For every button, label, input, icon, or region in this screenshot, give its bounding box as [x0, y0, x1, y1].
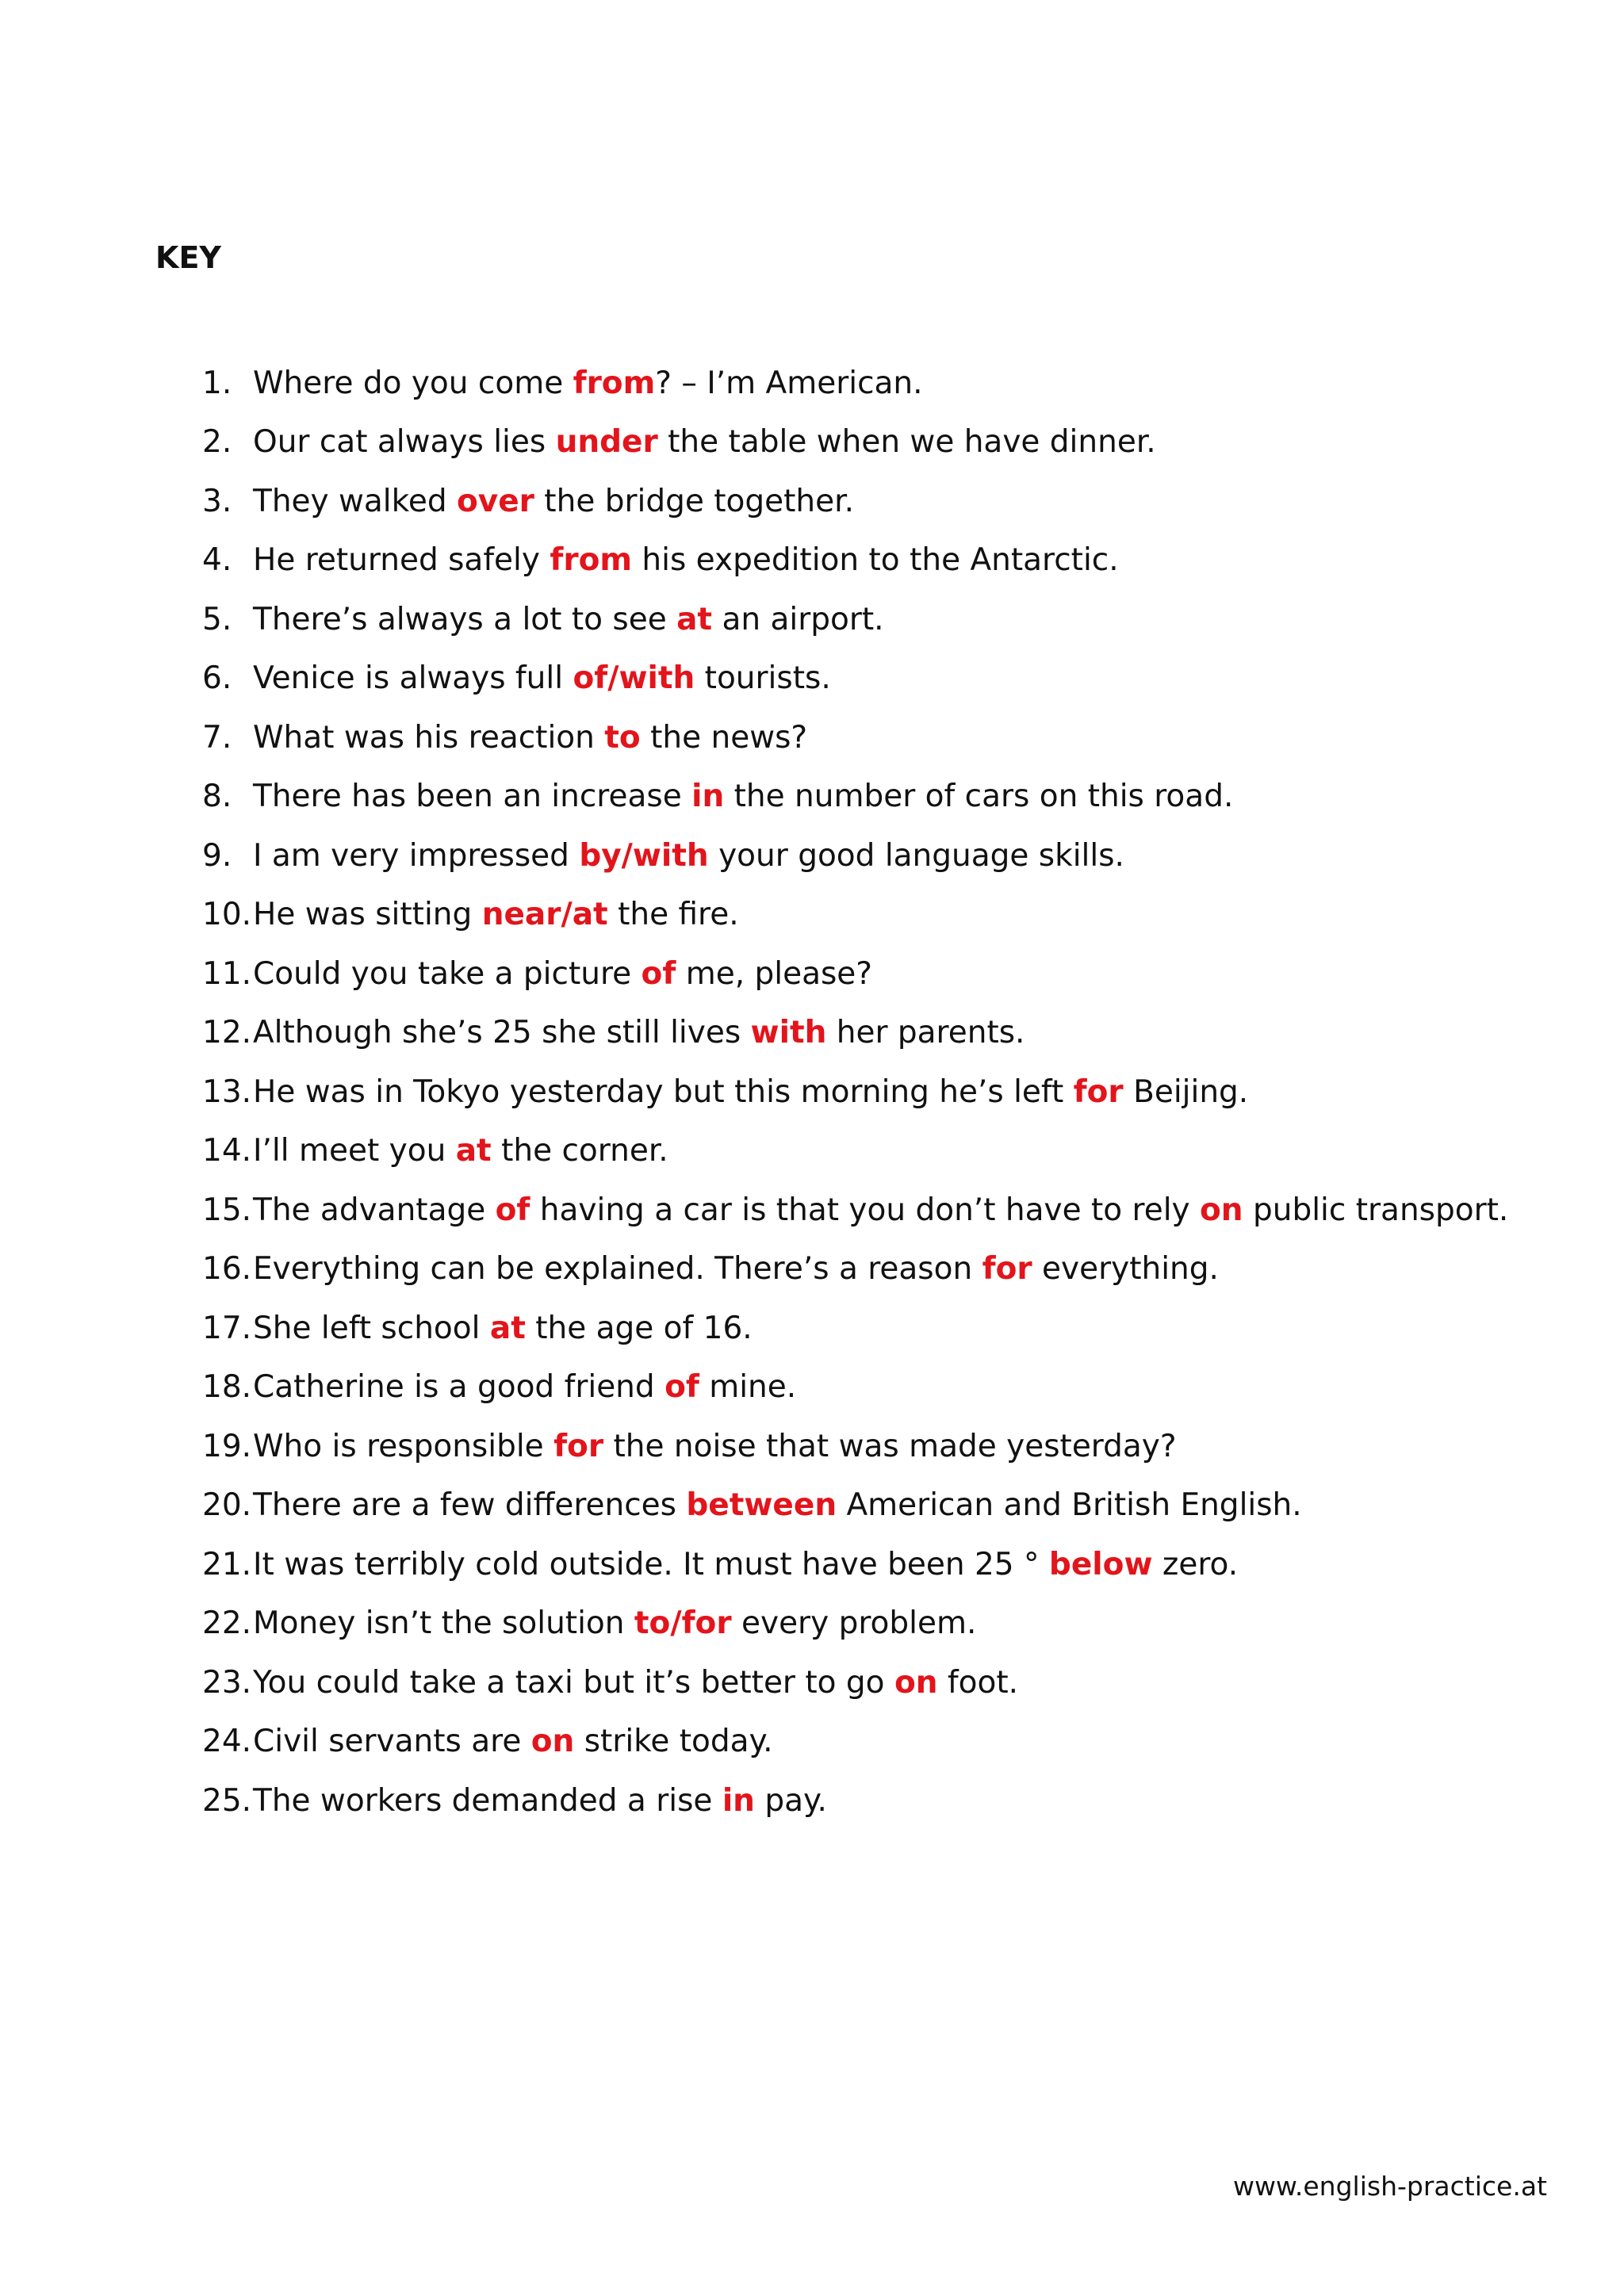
sentence	[253, 779, 1233, 814]
list-item	[202, 649, 1550, 709]
answer-word: to/for	[634, 1605, 732, 1642]
answer-word: for	[1073, 1073, 1124, 1110]
sentence	[253, 1605, 976, 1641]
sentence-text: You could take a taxi but it’s better to go	[253, 1664, 894, 1701]
answer-word: on	[894, 1664, 938, 1701]
sentence	[253, 838, 1124, 874]
sentence	[253, 1547, 1238, 1582]
item-number: 9.	[202, 837, 232, 874]
list-item	[202, 472, 1550, 531]
item-number: 20.	[202, 1487, 252, 1524]
item-number: 8.	[202, 779, 232, 815]
item-number: 19.	[202, 1428, 252, 1464]
sentence	[253, 897, 739, 932]
sentence	[253, 660, 831, 696]
sentence-text: Who is responsible	[253, 1428, 554, 1464]
list-item	[202, 1004, 1550, 1063]
answer-word: in	[722, 1782, 755, 1819]
answer-word: of/with	[573, 660, 695, 697]
sentence-text: He was sitting	[253, 897, 482, 933]
list-item	[202, 1653, 1550, 1712]
sentence	[253, 1429, 1177, 1464]
list-item	[202, 354, 1550, 413]
sentence	[253, 484, 854, 519]
sentence-text: Everything can be explained. There’s a reason	[253, 1251, 982, 1288]
sentence-text: I’ll meet you	[253, 1133, 456, 1169]
list-item	[202, 1181, 1550, 1240]
list-item	[202, 413, 1550, 473]
item-number: 25.	[202, 1782, 252, 1819]
list-item	[202, 1299, 1550, 1358]
item-number: 7.	[202, 719, 232, 756]
item-number: 14.	[202, 1133, 252, 1169]
sentence-text: There has been an increase	[253, 779, 692, 815]
answer-word: of	[665, 1369, 699, 1406]
sentence-text: mine.	[699, 1369, 797, 1406]
item-number: 24.	[202, 1724, 252, 1760]
list-item	[202, 944, 1550, 1004]
sentence	[253, 424, 1156, 460]
sentence-text: It was terribly cold outside. It must have been 25 °	[253, 1546, 1049, 1582]
sentence-text: Our cat always lies	[253, 424, 556, 461]
answer-word: on	[530, 1724, 575, 1760]
answer-word: in	[691, 779, 725, 815]
sentence-text: pay.	[754, 1782, 827, 1819]
sentence-text: ? – I’m American.	[655, 365, 923, 401]
sentence-text: strike today.	[574, 1724, 773, 1760]
sentence	[253, 1487, 1302, 1523]
answer-word: between	[686, 1487, 837, 1524]
list-item	[202, 1240, 1550, 1299]
item-number: 6.	[202, 660, 232, 697]
sentence-text: The advantage	[253, 1192, 496, 1228]
list-item	[202, 1122, 1550, 1181]
answer-word: below	[1048, 1546, 1153, 1582]
item-number: 22.	[202, 1605, 252, 1642]
item-number: 12.	[202, 1015, 252, 1051]
sentence-text: every problem.	[731, 1605, 977, 1642]
item-number: 21.	[202, 1546, 252, 1582]
sentence-text: zero.	[1152, 1546, 1239, 1582]
sentence	[253, 1665, 1018, 1701]
sentence-text: the age of 16.	[525, 1310, 753, 1346]
sentence-text: They walked	[253, 483, 457, 519]
sentence-text: Civil servants are	[253, 1724, 531, 1760]
sentence	[253, 365, 923, 401]
answer-list	[202, 354, 1550, 1831]
item-number: 5.	[202, 601, 232, 637]
sentence-text: He returned safely	[253, 542, 550, 579]
answer-word: at	[676, 601, 713, 637]
sentence	[253, 602, 884, 637]
item-number: 13.	[202, 1073, 252, 1110]
item-number: 11.	[202, 955, 252, 992]
sentence-text: her parents.	[826, 1015, 1025, 1051]
answer-word: to	[604, 719, 641, 756]
sentence	[253, 956, 872, 992]
sentence	[253, 1311, 753, 1346]
sentence	[253, 1783, 827, 1819]
sentence-text: the fire.	[607, 897, 739, 933]
sentence-text: an airport.	[712, 601, 884, 637]
answer-word: on	[1200, 1192, 1243, 1228]
answer-word: of	[641, 955, 676, 992]
sentence-text: There’s always a lot to see	[253, 601, 677, 637]
sentence-text: public transport.	[1243, 1192, 1509, 1228]
list-item	[202, 531, 1550, 591]
item-number: 16.	[202, 1251, 252, 1288]
page-title: KEY	[155, 240, 221, 275]
sentence	[253, 1133, 668, 1169]
sentence-text: tourists.	[695, 660, 831, 697]
list-item	[202, 1771, 1550, 1831]
sentence-text: American and British English.	[837, 1487, 1302, 1524]
answer-word: from	[550, 542, 633, 579]
sentence-text: me, please?	[676, 955, 872, 992]
sentence-text: She left school	[253, 1310, 490, 1346]
answer-word: by/with	[579, 837, 709, 874]
answer-word: for	[553, 1428, 604, 1464]
sentence-text: Catherine is a good friend	[253, 1369, 665, 1406]
sentence-text: The workers demanded a rise	[253, 1782, 722, 1819]
list-item	[202, 1476, 1550, 1536]
answer-word: over	[457, 483, 534, 519]
sentence-text: the table when we have dinner.	[657, 424, 1156, 461]
sentence	[253, 1074, 1248, 1110]
item-number: 18.	[202, 1369, 252, 1406]
list-item	[202, 1417, 1550, 1476]
sentence-text: the noise that was made yesterday?	[603, 1428, 1177, 1464]
list-item	[202, 767, 1550, 827]
sentence-text: the news?	[640, 719, 808, 756]
item-number: 1.	[202, 365, 232, 401]
sentence-text: Money isn’t the solution	[253, 1605, 634, 1642]
sentence	[253, 1251, 1219, 1287]
sentence	[253, 542, 1119, 578]
sentence	[253, 1192, 1508, 1228]
sentence-text: He was in Tokyo yesterday but this morning he’s left	[253, 1073, 1074, 1110]
sentence-text: the number of cars on this road.	[724, 779, 1234, 815]
list-item	[202, 708, 1550, 767]
answer-word: at	[455, 1133, 492, 1169]
item-number: 15.	[202, 1192, 252, 1228]
sentence-text: There are a few differences	[253, 1487, 687, 1524]
list-item	[202, 590, 1550, 649]
answer-word: under	[555, 424, 658, 461]
list-item	[202, 1535, 1550, 1594]
sentence-text: your good language skills.	[708, 837, 1124, 874]
sentence-text: the bridge together.	[534, 483, 854, 519]
answer-word: from	[573, 365, 656, 401]
item-number: 17.	[202, 1310, 252, 1346]
item-number: 10.	[202, 897, 252, 933]
sentence-text: his expedition to the Antarctic.	[632, 542, 1119, 579]
item-number: 3.	[202, 483, 232, 519]
sentence-text: Could you take a picture	[253, 955, 642, 992]
list-item	[202, 826, 1550, 886]
list-item	[202, 886, 1550, 945]
sentence-text: everything.	[1032, 1251, 1219, 1288]
answer-word: for	[982, 1251, 1032, 1288]
sentence-text: I am very impressed	[253, 837, 580, 874]
sentence-text: Beijing.	[1123, 1073, 1249, 1110]
sentence	[253, 720, 807, 756]
answer-word: near/at	[481, 897, 608, 933]
list-item	[202, 1594, 1550, 1654]
sentence	[253, 1369, 796, 1405]
answer-word: at	[489, 1310, 526, 1346]
sentence-text: having a car is that you don’t have to rely	[530, 1192, 1201, 1228]
list-item	[202, 1358, 1550, 1418]
list-item	[202, 1062, 1550, 1122]
website-footer: www.english-practice.at	[1232, 2171, 1547, 2202]
sentence-text: Where do you come	[253, 365, 573, 401]
sentence-text: the corner.	[491, 1133, 668, 1169]
sentence	[253, 1724, 772, 1759]
sentence-text: Although she’s 25 she still lives	[253, 1015, 751, 1051]
sentence-text: What was his reaction	[253, 719, 605, 756]
sentence-text: Venice is always full	[253, 660, 573, 697]
answer-word: of	[495, 1192, 530, 1228]
item-number: 23.	[202, 1664, 252, 1701]
item-number: 4.	[202, 542, 232, 579]
sentence	[253, 1015, 1025, 1050]
sentence-text: foot.	[937, 1664, 1019, 1701]
list-item	[202, 1712, 1550, 1772]
item-number: 2.	[202, 424, 232, 461]
answer-word: with	[750, 1015, 827, 1051]
